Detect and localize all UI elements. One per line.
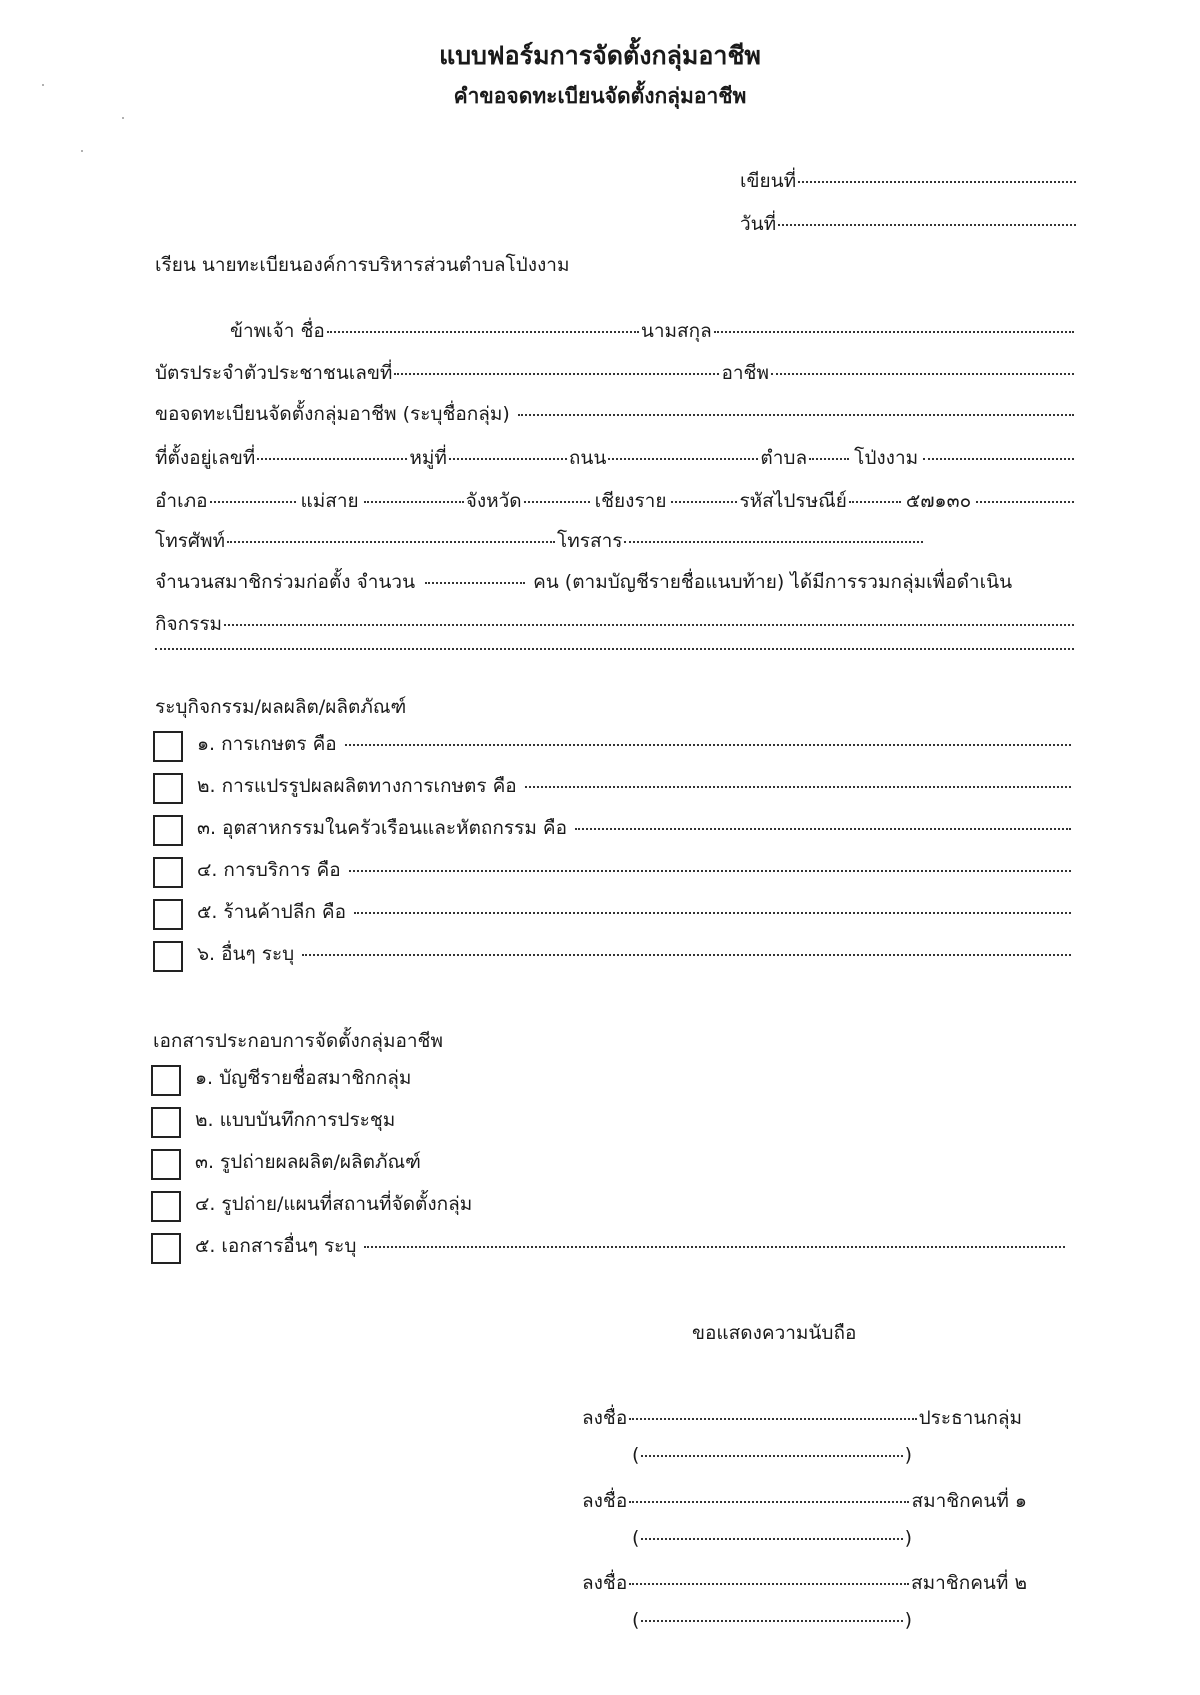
document-item [151,1147,771,1181]
province-label: จังหวัด [465,490,522,512]
id-card-label: บัตรประจำตัวประชาชนเลขที่ [155,362,393,384]
close-paren: ) [904,1609,912,1631]
id-card-field[interactable] [394,372,719,375]
district-row [155,486,1076,514]
document-other-field[interactable] [364,1245,1065,1248]
written-at-row [740,166,1078,194]
form-title: แบบฟอร์มการจัดตั้งกลุ่มอาชีพ [439,41,761,70]
addressee: เรียน นายทะเบียนองค์การบริหารส่วนตำบลโป่งงาม [155,254,570,276]
activity-detail-field[interactable] [349,869,1071,872]
activities-heading: ระบุกิจกรรม/ผลผลิต/ผลิตภัณฑ์ [155,696,407,718]
register-group-label: ขอจดทะเบียนจัดตั้งกลุ่มอาชีพ (ระบุชื่อกลุ่ม) [155,403,510,425]
closing-text: ขอแสดงความนับถือ [692,1322,857,1344]
activity-label: อุตสาหกรรมในครัวเรือนและหัตถกรรม คือ [222,817,568,839]
activity-label: การเกษตร คือ [221,733,337,755]
item-number: ๕. [197,901,218,923]
province-trailing-dots [671,500,737,503]
activity-item [153,729,1073,763]
document-label: บัญชีรายชื่อสมาชิกกลุ่ม [219,1067,412,1089]
date-field[interactable] [778,223,1076,226]
printed-name-row [632,1527,912,1555]
moo-field[interactable] [449,457,567,460]
close-paren: ) [904,1527,912,1549]
item-number: ๒. [195,1109,214,1131]
document-checkbox[interactable] [151,1107,181,1138]
register-group-row [155,399,1076,427]
signature-role: สมาชิกคนที่ ๒ [911,1572,1027,1594]
signature-block [582,1568,1027,1596]
postcode-trailing-dots [976,500,1074,503]
close-paren: ) [904,1444,912,1466]
name-row [230,316,1076,344]
open-paren: ( [632,1444,640,1466]
activity-checkbox[interactable] [153,815,183,846]
document-checkbox[interactable] [151,1233,181,1264]
documents-heading-row [153,1026,753,1054]
printed-name-field[interactable] [641,1619,902,1622]
signature-field[interactable] [629,1582,909,1585]
signature-field[interactable] [629,1417,916,1420]
printed-name-row [632,1444,912,1472]
province-dots [524,500,590,503]
closing-row [692,1318,992,1346]
addressee-row [155,250,1055,278]
name-field[interactable] [327,330,639,333]
document-checkbox[interactable] [151,1191,181,1222]
item-number: ๓. [197,817,217,839]
document-label: เอกสารอื่นๆ ระบุ [221,1235,357,1257]
signature-block [582,1403,1022,1431]
document-label: รูปถ่ายผลผลิต/ผลิตภัณฑ์ [220,1151,421,1173]
document-label: แบบบันทึกการประชุม [219,1109,396,1131]
printed-name-field[interactable] [641,1454,902,1457]
activity-checkbox[interactable] [153,773,183,804]
document-item [151,1189,771,1223]
address-no-field[interactable] [257,457,407,460]
item-number: ๔. [195,1193,216,1215]
signature-block [582,1486,1027,1514]
item-number: ๒. [197,775,216,797]
signature-role: ประธานกลุ่ม [918,1407,1022,1429]
amphoe-dots [210,500,296,503]
activity-item [153,771,1073,805]
tambon-label: ตำบล [760,447,808,469]
sign-label: ลงชื่อ [582,1572,628,1594]
surname-label: นามสกุล [640,320,712,342]
address-row [155,443,1076,471]
activity-checkbox[interactable] [153,941,183,972]
printed-name-row [632,1609,912,1637]
activity-item [153,813,1073,847]
tambon-trailing-dots [923,457,1074,460]
id-card-row [155,358,1076,386]
members-count-field[interactable] [425,581,525,584]
sign-label: ลงชื่อ [582,1407,628,1429]
members-label: จำนวนสมาชิกร่วมก่อตั้ง จำนวน [155,571,416,593]
item-number: ๕. [195,1235,216,1257]
activity-label: การบริการ คือ [223,859,341,881]
amphoe-value: แม่สาย [300,490,359,512]
postcode-value: ๕๗๑๓๐ [905,490,972,512]
activity-detail-field[interactable] [345,743,1071,746]
phone-row [155,526,925,554]
document-item [151,1063,771,1097]
members-suffix: คน (ตามบัญชีรายชื่อแนบท้าย) ได้มีการรวมกลุ่มเพื่อดำเนิน [533,571,1013,593]
scan-speck [122,117,124,119]
activity-item [153,939,1073,973]
moo-label: หมู่ที่ [409,447,447,469]
written-at-label: เขียนที่ [740,170,797,192]
activity-checkbox[interactable] [153,731,183,762]
address-no-label: ที่ตั้งอยู่เลขที่ [155,447,256,469]
activity-row [155,609,1076,637]
scan-speck [81,150,83,152]
activity-detail-field[interactable] [302,953,1071,956]
document-checkbox[interactable] [151,1149,181,1180]
members-row [155,567,1076,595]
activity-item [153,897,1073,931]
activity-item [153,855,1073,889]
activity-label: กิจกรรม [155,613,223,635]
open-paren: ( [632,1527,640,1549]
signature-field[interactable] [629,1500,909,1503]
item-number: ๑. [197,733,216,755]
fax-label: โทรสาร [557,530,623,552]
document-item [151,1105,771,1139]
form-subtitle: คำขอจดทะเบียนจัดตั้งกลุ่มอาชีพ [453,84,747,108]
activity-row-2 [155,651,1076,679]
activities-heading-row [155,692,755,720]
province-value: เชียงราย [594,490,667,512]
postcode-dots [849,500,901,503]
item-number: ๖. [197,943,216,965]
occupation-label: อาชีพ [721,362,769,384]
activity-label: อื่นๆ ระบุ [221,943,295,965]
name-label: ข้าพเจ้า ชื่อ [230,320,325,342]
activity-detail-field[interactable] [354,911,1071,914]
item-number: ๓. [195,1151,215,1173]
activity-checkbox[interactable] [153,899,183,930]
tambon-dots [809,457,849,460]
amphoe-trailing-dots [364,500,464,503]
tambon-value: โป่งงาม [854,447,919,469]
activity-label: การแปรรูปผลผลิตทางการเกษตร คือ [221,775,517,797]
documents-heading: เอกสารประกอบการจัดตั้งกลุ่มอาชีพ [153,1030,443,1052]
document-checkbox[interactable] [151,1065,181,1096]
group-name-field[interactable] [518,413,1074,416]
road-field[interactable] [608,457,758,460]
activity-field[interactable] [224,623,1074,626]
signature-role: สมาชิกคนที่ ๑ [911,1490,1027,1512]
open-paren: ( [632,1609,640,1631]
activity-label: ร้านค้าปลีก คือ [223,901,347,923]
fax-field[interactable] [624,540,923,543]
activity-detail-field[interactable] [525,785,1071,788]
surname-field[interactable] [714,330,1074,333]
amphoe-label: อำเภอ [155,490,208,512]
activity-detail-field[interactable] [575,827,1071,830]
activity-checkbox[interactable] [153,857,183,888]
activity-field-2[interactable] [155,647,1074,650]
document-label: รูปถ่าย/แผนที่สถานที่จัดตั้งกลุ่ม [221,1193,473,1215]
printed-name-field[interactable] [641,1537,902,1540]
phone-label: โทรศัพท์ [155,530,226,552]
phone-field[interactable] [227,540,555,543]
written-at-field[interactable] [798,180,1076,183]
document-item [151,1231,1067,1265]
occupation-field[interactable] [771,372,1074,375]
sign-label: ลงชื่อ [582,1490,628,1512]
item-number: ๔. [197,859,218,881]
road-label: ถนน [568,447,607,469]
date-label: วันที่ [740,213,777,235]
postcode-label: รหัสไปรษณีย์ [739,490,847,512]
date-row [740,209,1078,237]
item-number: ๑. [195,1067,214,1089]
